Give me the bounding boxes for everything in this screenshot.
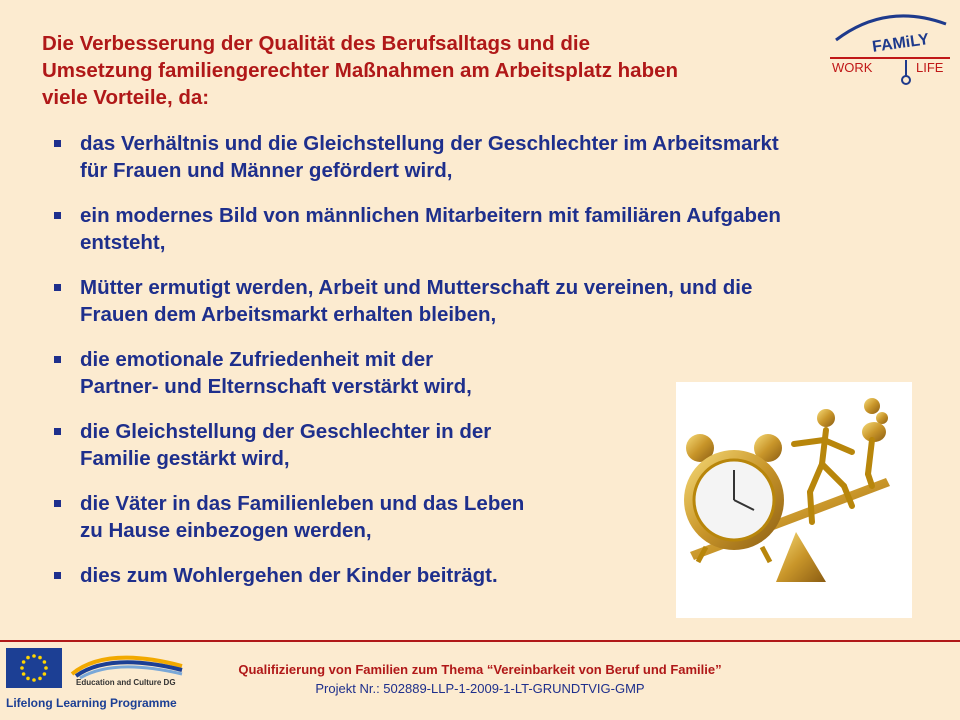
title-line: viele Vorteile, da: <box>42 86 210 109</box>
square-bullet-icon <box>54 356 61 363</box>
title-line: Die Verbesserung der Qualität des Berufsalltags und die <box>42 32 590 55</box>
square-bullet-icon <box>54 572 61 579</box>
list-item <box>48 130 928 184</box>
seesaw-base <box>776 532 826 582</box>
list-item-line: die emotionale Zufriedenheit mit der <box>80 348 434 371</box>
education-culture-label: Education and Culture DG <box>76 678 176 687</box>
square-bullet-icon <box>54 140 61 147</box>
family-figure-icon <box>862 398 888 486</box>
logo-life-text: LIFE <box>916 60 944 75</box>
family-work-life-logo <box>826 10 954 88</box>
slide-title <box>42 30 802 111</box>
list-item <box>48 202 928 256</box>
list-item-line: die Väter in das Familienleben und das Leben <box>80 492 525 515</box>
lifelong-learning-label: Lifelong Learning Programme <box>6 696 177 710</box>
list-item-line: Frauen dem Arbeitsmarkt erhalten bleiben, <box>80 303 497 326</box>
square-bullet-icon <box>54 284 61 291</box>
square-bullet-icon <box>54 500 61 507</box>
list-item <box>48 274 928 328</box>
list-item-line: dies zum Wohlergehen der Kinder beiträgt. <box>80 564 498 587</box>
list-item-line: entsteht, <box>80 231 166 254</box>
logo-family-text: FAMiLY <box>871 31 931 56</box>
footer-divider <box>0 640 960 642</box>
list-item-line: das Verhältnis und die Gleichstellung der Geschlechter im Arbeitsmarkt <box>80 132 779 155</box>
logo-work-text: WORK <box>832 60 873 75</box>
footer-title: Qualifizierung von Familien zum Thema “Vereinbarkeit von Beruf und Familie” <box>238 662 722 677</box>
square-bullet-icon <box>54 428 61 435</box>
title-line: Umsetzung familiengerechter Maßnahmen am Arbeitsplatz haben <box>42 59 679 82</box>
eu-flag-icon <box>6 648 62 688</box>
footer-project-number: Projekt Nr.: 502889-LLP-1-2009-1-LT-GRUNDTVIG-GMP <box>315 681 645 696</box>
list-item-line: zu Hause einbezogen werden, <box>80 519 372 542</box>
list-item-line: ein modernes Bild von männlichen Mitarbeitern mit familiären Aufgaben <box>80 204 781 227</box>
list-item-line: Partner- und Elternschaft verstärkt wird, <box>80 375 472 398</box>
list-item-line: für Frauen und Männer gefördert wird, <box>80 159 453 182</box>
work-life-balance-illustration <box>676 382 912 618</box>
square-bullet-icon <box>54 212 61 219</box>
list-item-line: Familie gestärkt wird, <box>80 447 290 470</box>
alarm-clock-icon <box>684 434 784 562</box>
list-item-line: Mütter ermutigt werden, Arbeit und Mutterschaft zu vereinen, und die <box>80 276 753 299</box>
list-item-line: die Gleichstellung der Geschlechter in der <box>80 420 492 443</box>
